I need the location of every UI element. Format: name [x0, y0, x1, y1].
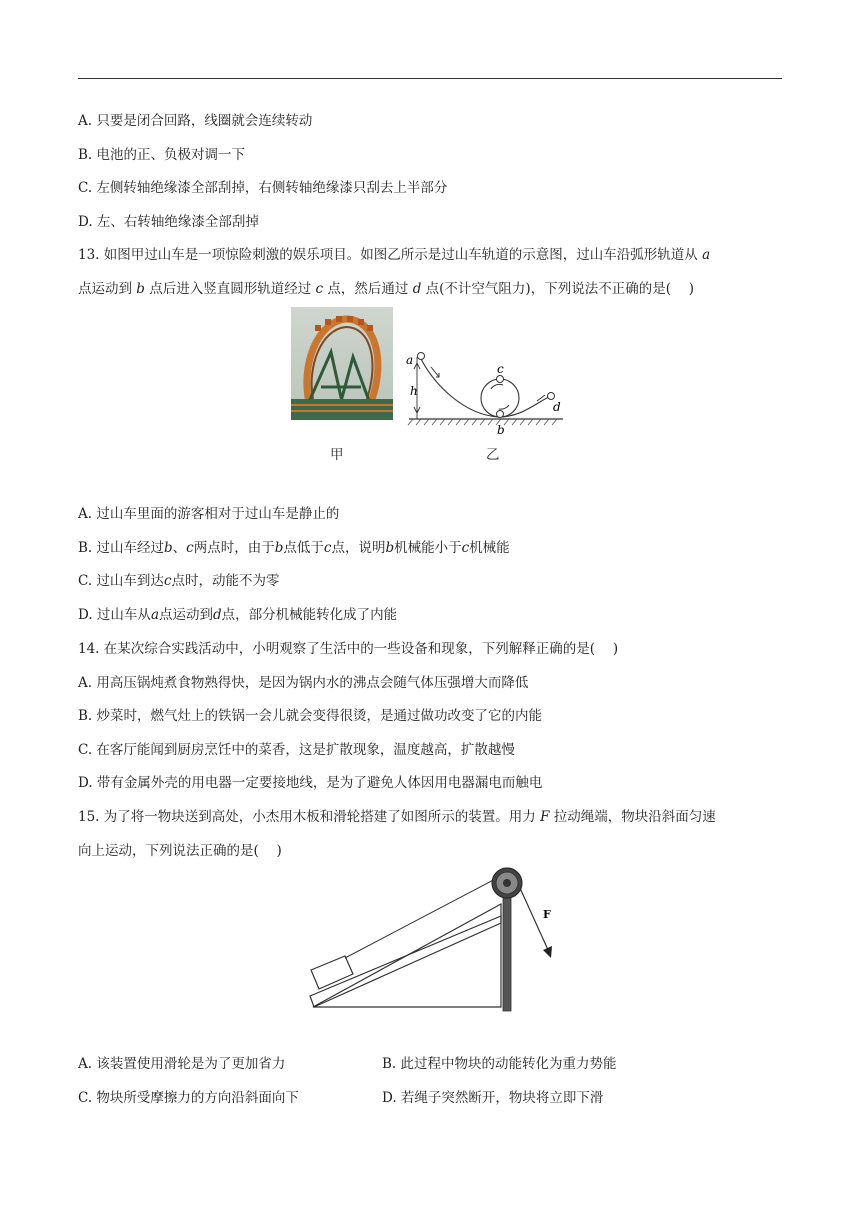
q14-option-b[interactable]: B. 炒菜时，燃气灶上的铁锅一会儿就会变得很烫，是通过做功改变了它的内能: [78, 708, 543, 724]
q13-stem-line2: 点运动到 b 点后进入竖直圆形轨道经过 c 点，然后通过 d 点(不计空气阻力)，下列说法不正确的是( ): [78, 281, 695, 297]
q15-option-a[interactable]: A. 该装置使用滑轮是为了更加省力: [78, 1056, 286, 1072]
q14-option-a[interactable]: A. 用高压锅炖煮食物熟得快，是因为锅内水的沸点会随气体压强增大而降低: [78, 675, 529, 691]
q12-option-a[interactable]: A. 只要是闭合回路，线圈就会连续转动: [78, 113, 313, 129]
caption-jia: 甲: [330, 447, 344, 463]
track-diagram: [403, 343, 571, 436]
label-h: h: [410, 384, 418, 398]
header-rule: [78, 78, 782, 79]
q12-option-b[interactable]: B. 电池的正、负极对调一下: [78, 147, 246, 163]
label-d: d: [553, 400, 561, 414]
label-b: b: [497, 423, 505, 436]
roller-coaster-photo: [291, 307, 393, 420]
q13-option-c[interactable]: C. 过山车到达c点时，动能不为零: [78, 573, 280, 589]
q15-option-c[interactable]: C. 物块所受摩擦力的方向沿斜面向下: [78, 1090, 299, 1106]
q14-option-c[interactable]: C. 在客厅能闻到厨房烹饪中的菜香，这是扩散现象，温度越高，扩散越慢: [78, 742, 515, 758]
q15-stem-line1: 15. 为了将一物块送到高处，小杰用木板和滑轮搭建了如图所示的装置。用力 F 拉动绳端，物块沿斜面匀速: [78, 809, 716, 825]
var-a: a: [702, 247, 711, 263]
q13-option-a[interactable]: A. 过山车里面的游客相对于过山车是静止的: [78, 506, 340, 522]
q14-option-d[interactable]: D. 带有金属外壳的用电器一定要接地线，是为了避免人体因用电器漏电而触电: [78, 775, 543, 791]
q12-option-c[interactable]: C. 左侧转轴绝缘漆全部刮掉，右侧转轴绝缘漆只刮去上半部分: [78, 180, 448, 196]
label-a: a: [406, 353, 414, 367]
q13-option-d[interactable]: D. 过山车从a点运动到d点，部分机械能转化成了内能: [78, 607, 398, 623]
q13-option-b[interactable]: B. 过山车经过b、c两点时，由于b点低于c点，说明b机械能小于c机械能: [78, 540, 510, 556]
caption-yi: 乙: [486, 447, 500, 463]
force-label-f: F: [543, 908, 551, 921]
q14-stem: 14. 在某次综合实践活动中，小明观察了生活中的一些设备和现象，下列解释正确的是( ): [78, 641, 619, 657]
q15-option-d[interactable]: D. 若绳子突然断开，物块将立即下滑: [382, 1090, 604, 1106]
label-c: c: [497, 362, 504, 376]
q15-stem-line2: 向上运动，下列说法正确的是( ): [78, 843, 282, 859]
q15-option-b[interactable]: B. 此过程中物块的动能转化为重力势能: [382, 1056, 617, 1072]
q12-option-d[interactable]: D. 左、右转轴绝缘漆全部刮掉: [78, 214, 259, 230]
incline-pulley-diagram: [305, 866, 565, 1016]
q13-stem-line1: 13. 如图甲过山车是一项惊险刺激的娱乐项目。如图乙所示是过山车轨道的示意图，过山车沿弧形轨道从 a: [78, 247, 711, 263]
